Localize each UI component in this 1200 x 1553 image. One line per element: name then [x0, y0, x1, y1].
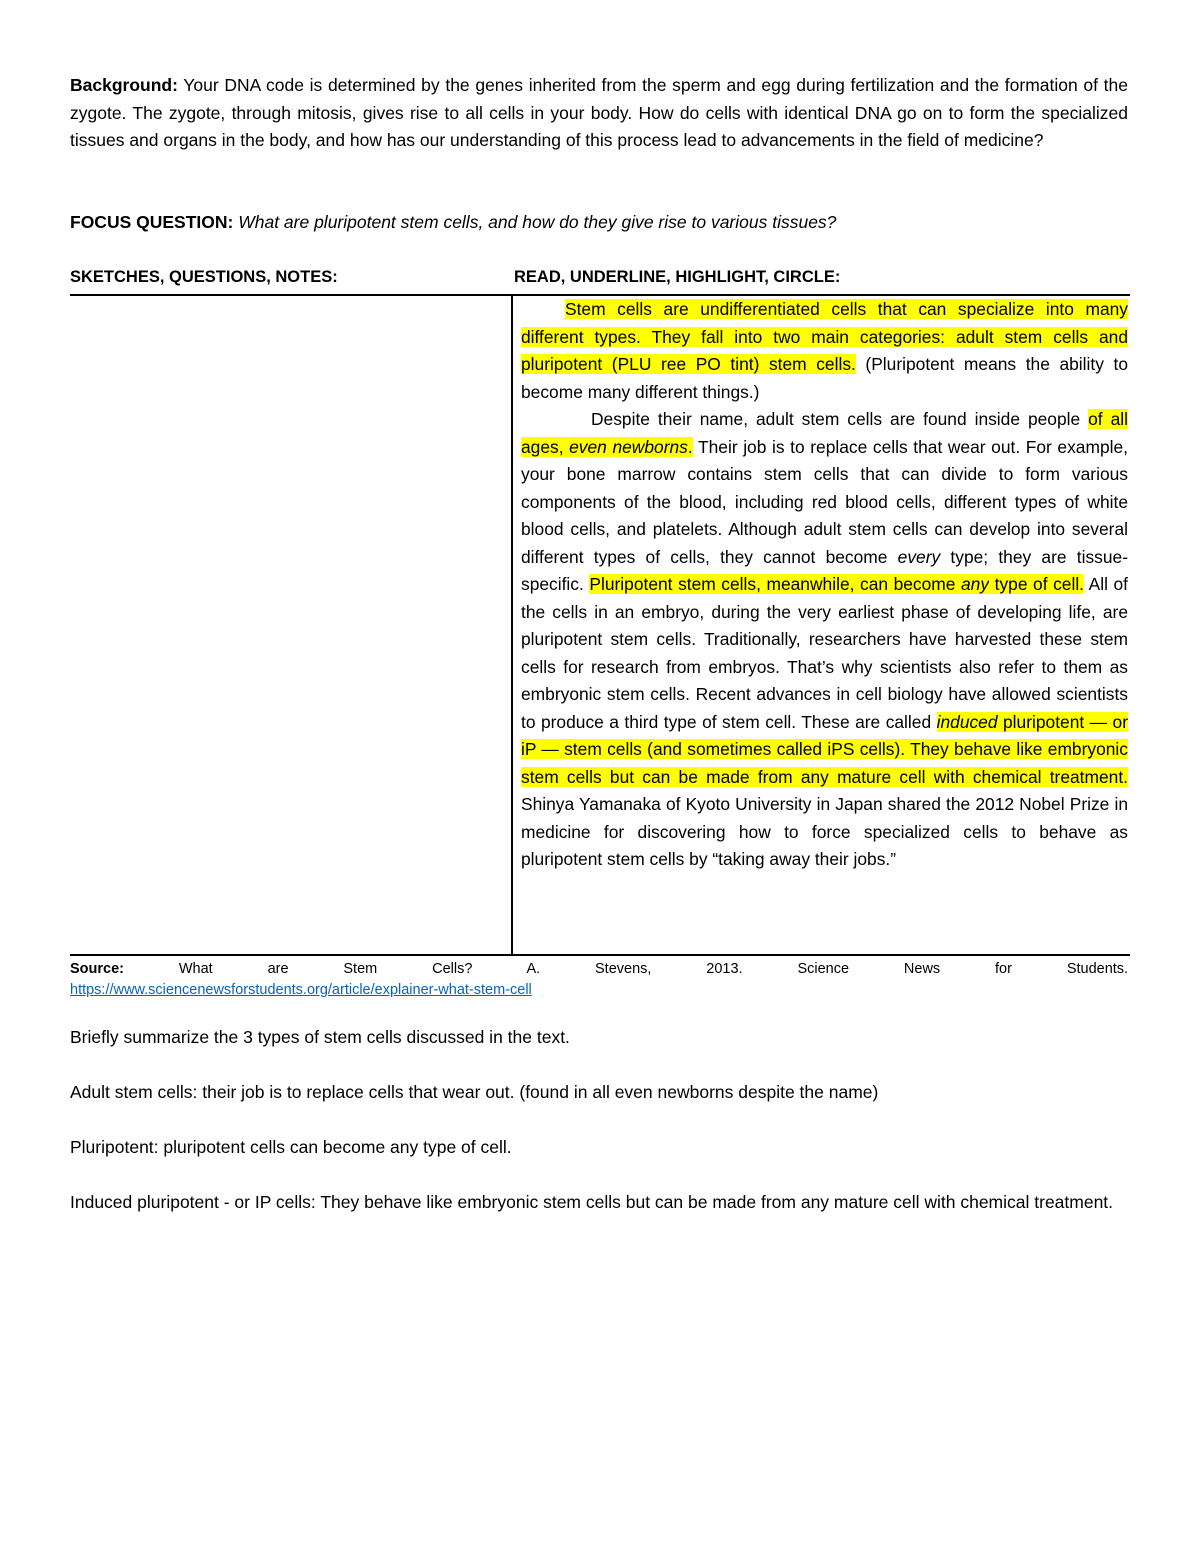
right-column-header: READ, UNDERLINE, HIGHLIGHT, CIRCLE: — [514, 268, 841, 286]
highlighted-italic-text: any — [961, 574, 990, 594]
highlighted-text: Pluripotent stem cells, meanwhile, can become — [589, 574, 962, 594]
source-citation — [70, 961, 1128, 977]
background-label: Background: — [70, 75, 178, 95]
highlighted-text: type of cell. — [989, 574, 1085, 594]
focus-text: What are pluripotent stem cells, and how do they give rise to various tissues? — [233, 212, 837, 232]
source-link[interactable]: https://www.sciencenewsforstudents.org/article/explainer-what-stem-cell — [70, 982, 532, 998]
article-text-segment: Their job is to replace cells that wear out. For example, your bone marrow contains stem cells that can divide to form various components of the blood, including red blood cells, different types of white blood cells, and platelets. Although adult stem cells can develop into several different types of cells, they cannot become — [521, 436, 1128, 567]
article-text-segment: type; they are tissue-specific. — [521, 546, 1128, 594]
column-divider — [511, 294, 513, 956]
background-paragraph — [70, 72, 1128, 155]
article-text-segment: (Pluripotent means the ability to become many different things.) — [521, 354, 1128, 402]
article-text-segment: Shinya Yamanaka of Kyoto University in Japan shared the 2012 Nobel Prize in medicine for discovering how to force specialized cells to behave as pluripotent stem cells by “taking away their jobs.” — [521, 794, 1128, 869]
source-label: Source: — [70, 961, 124, 977]
highlighted-text: Stem cells are undifferentiated cells that can specialize into many different types. They fall into two main categories: adult stem cells and pluripotent (PLU ree PO tint) stem cells. — [521, 299, 1128, 374]
background-text: Your DNA code is determined by the genes inherited from the sperm and egg during fertilization and the formation of the zygote. The zygote, through mitosis, gives rise to all cells in your body. How do cells with identical DNA go on to form the specialized tissues and organs in the body, and how has our understanding of this process lead to advancements in the field of medicine? — [70, 75, 1128, 150]
article-text — [521, 296, 1128, 874]
article-paragraph-2 — [521, 406, 1128, 874]
italic-text: every — [897, 546, 941, 567]
source-word: are — [267, 961, 289, 977]
source-word: 2013. — [706, 961, 743, 977]
notes-area[interactable] — [70, 296, 510, 954]
article-text-segment: All of the cells in an embryo, during the very earliest phase of developing life, are pluripotent stem cells. Traditionally, researchers have harvested these stem cells for research from embryos. That’s why scientists also refer to them as embryonic stem cells. Recent advances in cell biology have allowed scientists to produce a third type of stem cell. These are called — [521, 574, 1129, 732]
source-word: for — [995, 961, 1012, 977]
article-text-segment: Despite their name, adult stem cells are found inside people — [591, 409, 1089, 429]
source-word: A. — [526, 961, 541, 977]
answer-pluripotent: Pluripotent: pluripotent cells can become any type of cell. — [70, 1137, 512, 1157]
left-column-header: SKETCHES, QUESTIONS, NOTES: — [70, 268, 338, 286]
source-word: News — [903, 961, 941, 977]
highlighted-italic-text: even newborns — [569, 436, 688, 457]
source-word: Science — [797, 961, 850, 977]
source-word: Cells? — [432, 961, 473, 977]
highlighted-text: pluripotent — or iP — stem cells (and sometimes called iPS cells). They behave like embryonic stem cells but can be made from any mature cell with chemical treatment. — [521, 711, 1129, 787]
focus-question — [70, 209, 1128, 237]
highlighted-text: . — [687, 436, 693, 457]
source-word: Stevens, — [595, 961, 652, 977]
focus-label: FOCUS QUESTION: — [70, 212, 234, 232]
answer-adult-stem-cells: Adult stem cells: their job is to replace cells that wear out. (found in all even newborns despite the name) — [70, 1082, 879, 1102]
answer-induced-pluripotent: Induced pluripotent - or IP cells: They behave like embryonic stem cells but can be made from any mature cell with chemical treatment. — [70, 1192, 1114, 1212]
source-word: What — [178, 961, 213, 977]
summary-prompt: Briefly summarize the 3 types of stem cells discussed in the text. — [70, 1027, 570, 1047]
table-bottom-border — [70, 954, 1130, 956]
source-word: Stem — [343, 961, 378, 977]
article-paragraph-1 — [521, 296, 1128, 406]
highlighted-italic-text: induced — [936, 711, 998, 732]
source-word: Students. — [1066, 961, 1129, 977]
highlighted-text: of all ages, — [521, 409, 1128, 457]
